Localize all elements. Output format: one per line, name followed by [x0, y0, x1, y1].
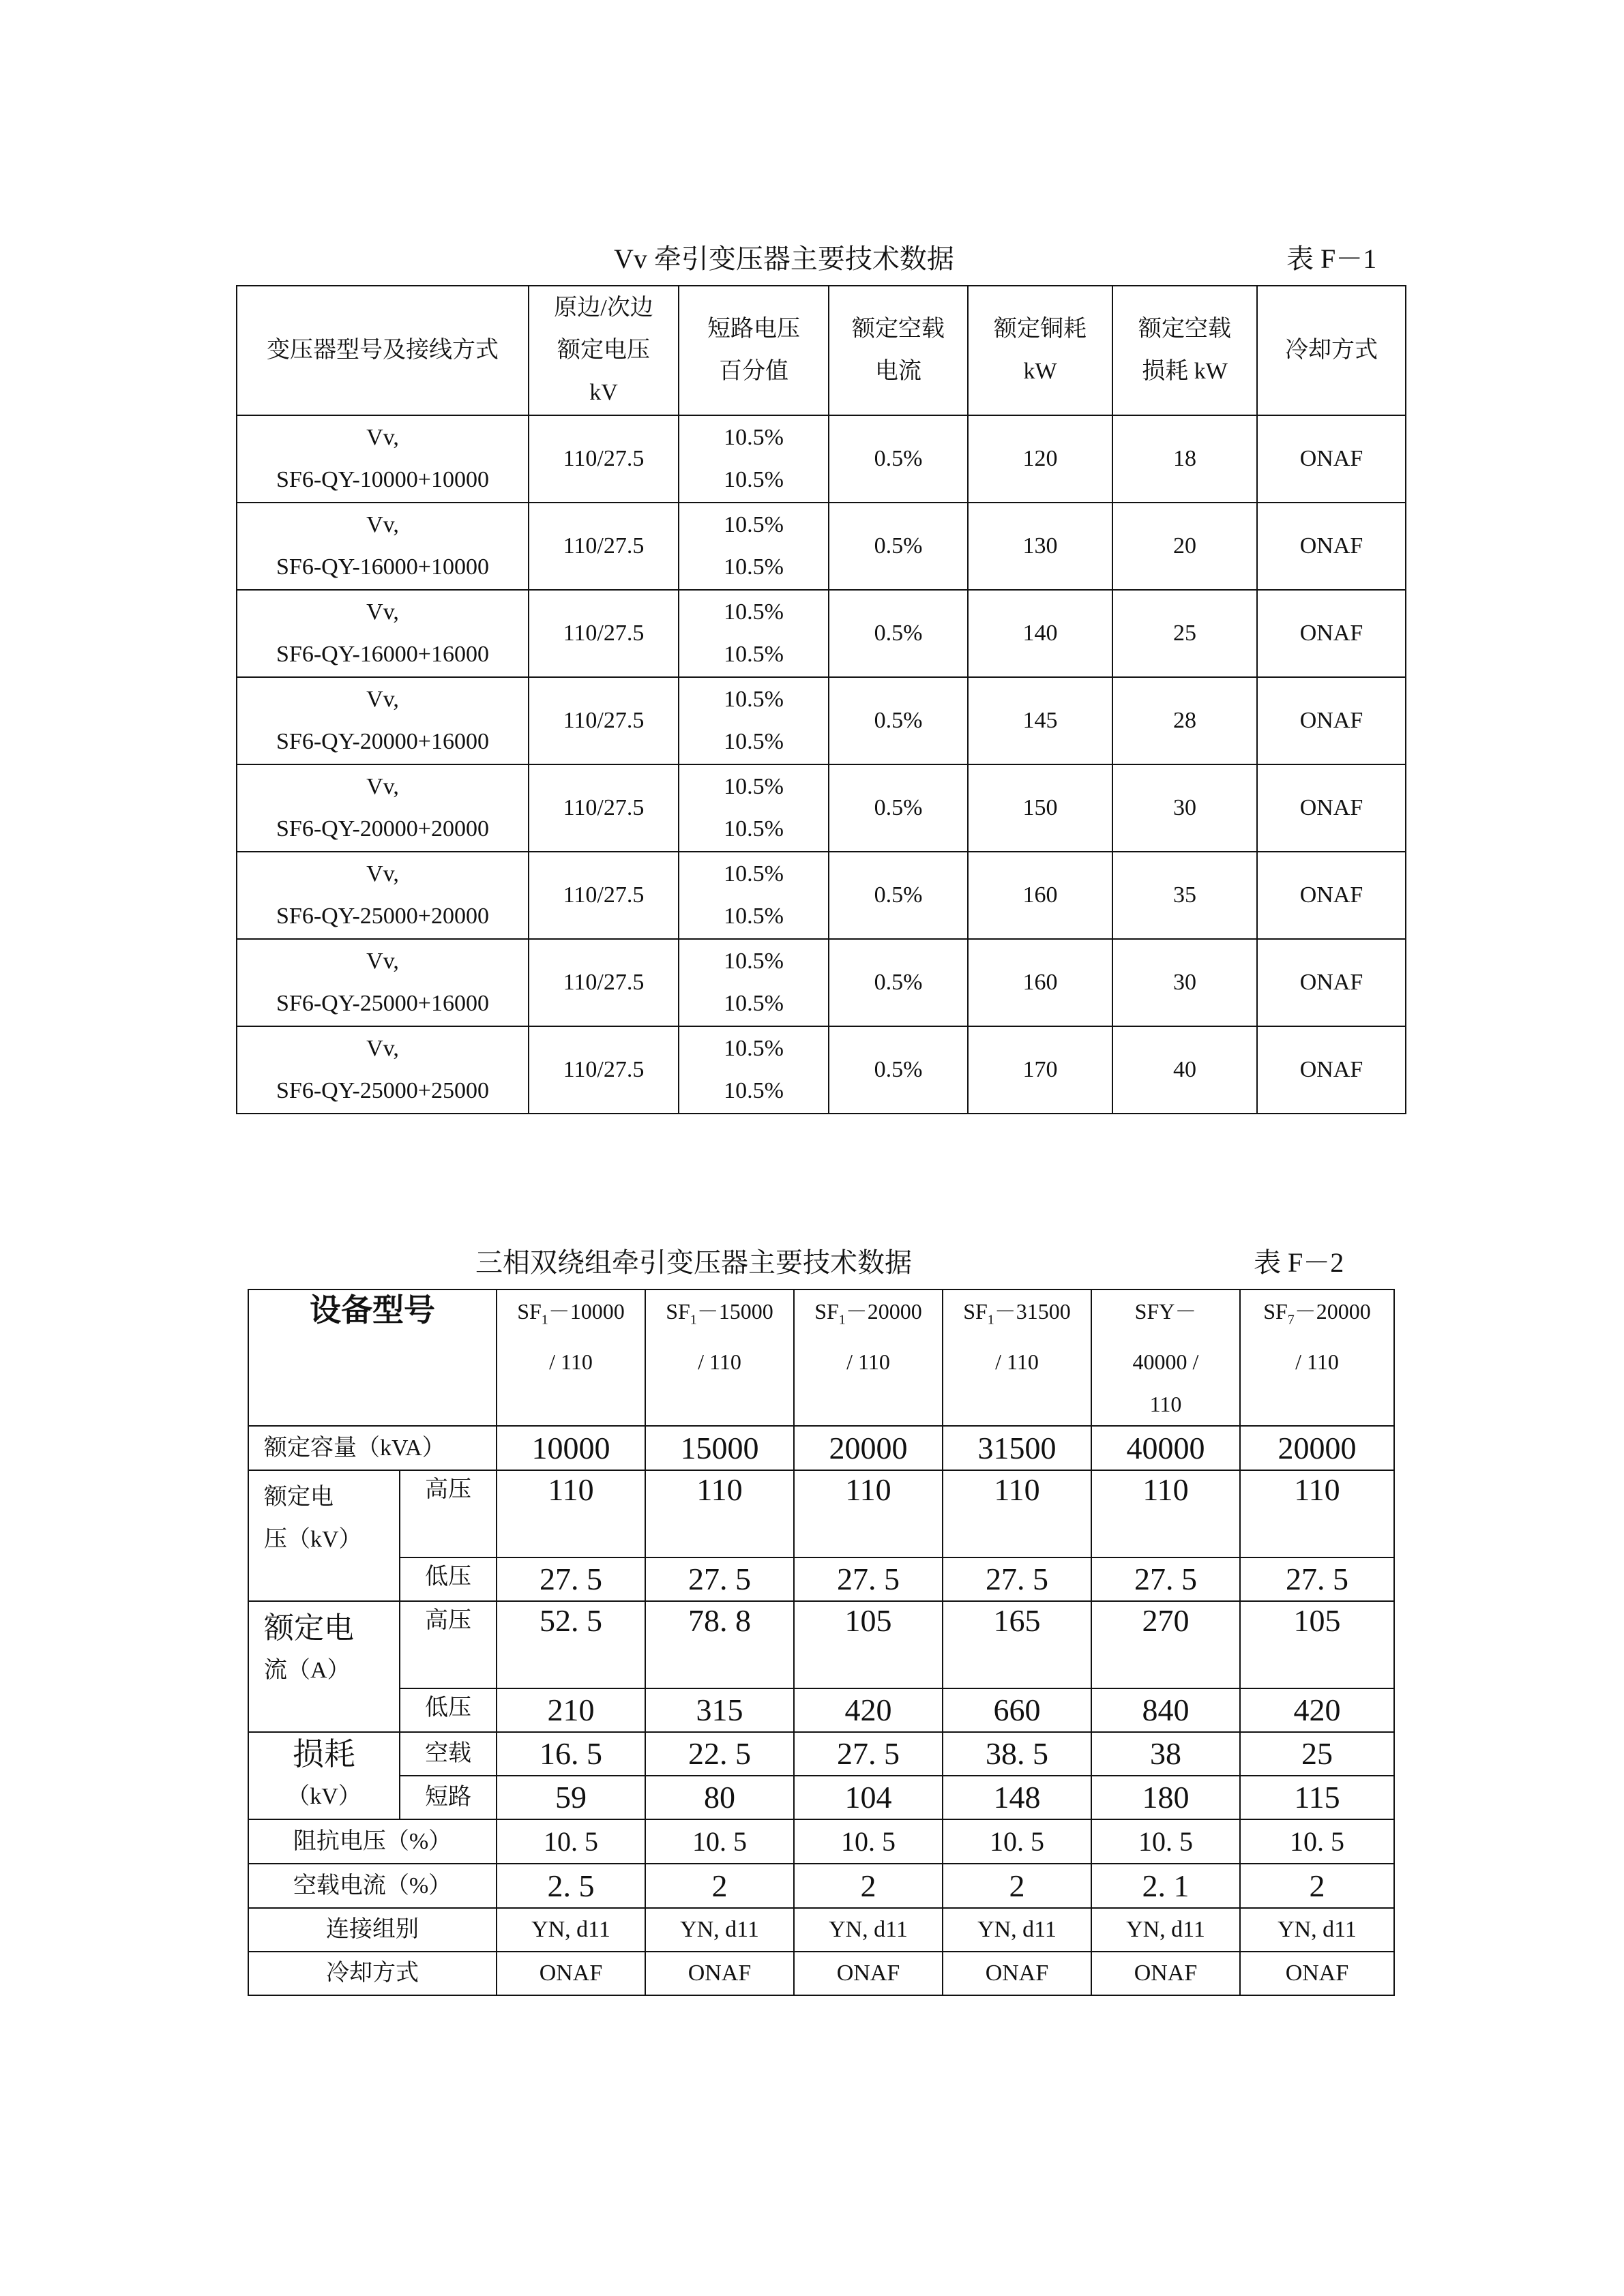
cooling-cell: ONAF: [1257, 503, 1406, 590]
cooling-cell: ONAF: [794, 1952, 943, 1995]
impedance-cell: 10. 5: [794, 1819, 943, 1864]
table1-header-cell: [968, 286, 1112, 415]
current-label-line: 流（A）: [264, 1658, 351, 1684]
model-text: SF6-QY-25000+20000: [276, 904, 489, 929]
impedance-cell: 10. 5: [645, 1819, 794, 1864]
voltage-label: [248, 1470, 400, 1601]
model-header-cell: [943, 1289, 1091, 1426]
loss-short-cell: 115: [1240, 1776, 1394, 1819]
table-row: [237, 852, 1406, 939]
model-line2: / 110: [549, 1350, 593, 1375]
current-low-cell: 420: [794, 1688, 943, 1732]
model-cell: [237, 852, 529, 939]
noload-loss-cell: 20: [1112, 503, 1257, 590]
header-text: 额定电压: [557, 338, 650, 363]
loss-short-cell: 104: [794, 1776, 943, 1819]
voltage-cell: 110/27.5: [529, 677, 679, 764]
model-cell: [237, 764, 529, 852]
model-name: [1241, 1290, 1393, 1341]
model-name: [795, 1290, 942, 1341]
model-cell: [237, 939, 529, 1026]
model-line2: / 110: [1295, 1350, 1339, 1375]
noload-current-cell: 2: [943, 1864, 1091, 1908]
current-low-row: [248, 1688, 1394, 1732]
noload-loss-cell: 30: [1112, 939, 1257, 1026]
model-line2: 40000 /: [1132, 1350, 1199, 1375]
header-text: 电流: [875, 359, 921, 384]
model-rest: －15000: [696, 1299, 773, 1324]
table-row: [237, 503, 1406, 590]
header-text: 额定空载: [852, 316, 945, 342]
current-low-cell: 210: [497, 1688, 645, 1732]
noload-current-cell: 0.5%: [829, 590, 968, 677]
current-high-cell: 165: [943, 1601, 1091, 1688]
current-low-cell: 315: [645, 1688, 794, 1732]
model-header-cell: [645, 1289, 794, 1426]
loss-noload-cell: 38. 5: [943, 1732, 1091, 1776]
cooling-cell: ONAF: [943, 1952, 1091, 1995]
model-text: SF6-QY-20000+16000: [276, 729, 489, 754]
short-circuit-cell: [679, 677, 829, 764]
voltage-low-cell: 27. 5: [1091, 1557, 1240, 1601]
model-cell: [237, 1026, 529, 1114]
short-circuit-cell: [679, 1026, 829, 1114]
model-rest: －31500: [994, 1299, 1071, 1324]
short-circuit-cell: [679, 415, 829, 503]
noload-current-cell: 2: [794, 1864, 943, 1908]
noload-current-cell: 0.5%: [829, 503, 968, 590]
loss-label-line: 损耗: [293, 1737, 355, 1772]
noload-current-cell: 2. 5: [497, 1864, 645, 1908]
voltage-high-cell: 110: [497, 1470, 645, 1557]
voltage-high-cell: 110: [943, 1470, 1091, 1557]
noload-current-cell: 2: [645, 1864, 794, 1908]
connection-text: Vv,: [366, 599, 399, 625]
model-subscript: 1: [690, 1312, 697, 1328]
current-low-cell: 420: [1240, 1688, 1394, 1732]
model-text: SF6-QY-16000+16000: [276, 642, 489, 667]
connection-text: Vv,: [366, 1036, 399, 1061]
short-circuit-text: 10.5%: [724, 816, 784, 841]
connection-cell: YN, d11: [794, 1908, 943, 1952]
header-text: 变压器型号及接线方式: [267, 338, 499, 363]
model-header-cell: [497, 1289, 645, 1426]
model-subscript: 1: [541, 1312, 548, 1328]
capacity-cell: 20000: [794, 1426, 943, 1470]
impedance-cell: 10. 5: [1091, 1819, 1240, 1864]
noload-current-cell: 0.5%: [829, 677, 968, 764]
header-text: 额定空载: [1138, 316, 1231, 342]
model-header-cell: [1240, 1289, 1394, 1426]
cooling-cell: ONAF: [645, 1952, 794, 1995]
connection-row: [248, 1908, 1394, 1952]
noload-current-cell: 2. 1: [1091, 1864, 1240, 1908]
noload-current-cell: 0.5%: [829, 852, 968, 939]
voltage-label-line: 压（kV）: [264, 1527, 362, 1553]
model-text: SF6-QY-25000+25000: [276, 1078, 489, 1103]
copper-loss-cell: 150: [968, 764, 1112, 852]
impedance-cell: 10. 5: [1240, 1819, 1394, 1864]
voltage-cell: 110/27.5: [529, 590, 679, 677]
table1-header-cell: [237, 286, 529, 415]
voltage-low-cell: 27. 5: [497, 1557, 645, 1601]
voltage-cell: 110/27.5: [529, 503, 679, 590]
high-current-label: 高压: [400, 1601, 497, 1688]
table-row: [237, 415, 1406, 503]
header-text: kW: [1023, 359, 1057, 384]
copper-loss-cell: 160: [968, 939, 1112, 1026]
model-prefix: SF: [963, 1299, 988, 1324]
model-line2: / 110: [846, 1350, 890, 1375]
device-label: 设备型号: [248, 1289, 497, 1426]
cooling-cell: ONAF: [1257, 677, 1406, 764]
capacity-cell: 31500: [943, 1426, 1091, 1470]
voltage-high-cell: 110: [1240, 1470, 1394, 1557]
model-prefix: SF: [814, 1299, 839, 1324]
model-subscript: 1: [987, 1312, 994, 1328]
voltage-high-cell: 110: [794, 1470, 943, 1557]
connection-text: Vv,: [366, 687, 399, 712]
current-label: [248, 1601, 400, 1732]
table-row: [237, 677, 1406, 764]
noload-current-cell: 0.5%: [829, 764, 968, 852]
copper-loss-cell: 130: [968, 503, 1112, 590]
table-row: [237, 764, 1406, 852]
model-text: SF6-QY-25000+16000: [276, 991, 489, 1016]
short-loss-label: 短路: [400, 1776, 497, 1819]
model-cell: [237, 415, 529, 503]
short-circuit-text: 10.5%: [724, 949, 784, 974]
connection-cell: YN, d11: [1091, 1908, 1240, 1952]
capacity-cell: 40000: [1091, 1426, 1240, 1470]
cooling-cell: ONAF: [1240, 1952, 1394, 1995]
loss-noload-cell: 25: [1240, 1732, 1394, 1776]
short-circuit-text: 10.5%: [724, 774, 784, 799]
current-high-cell: 78. 8: [645, 1601, 794, 1688]
capacity-cell: 20000: [1240, 1426, 1394, 1470]
copper-loss-cell: 140: [968, 590, 1112, 677]
cooling-cell: ONAF: [1257, 764, 1406, 852]
short-circuit-cell: [679, 590, 829, 677]
connection-cell: YN, d11: [497, 1908, 645, 1952]
connection-text: Vv,: [366, 425, 399, 450]
loss-short-cell: 59: [497, 1776, 645, 1819]
noload-current-label: 空载电流（%）: [248, 1864, 497, 1908]
connection-cell: YN, d11: [645, 1908, 794, 1952]
short-circuit-cell: [679, 939, 829, 1026]
impedance-label: 阻抗电压（%）: [248, 1819, 497, 1864]
model-text: SF6-QY-20000+20000: [276, 816, 489, 841]
noload-loss-cell: 40: [1112, 1026, 1257, 1114]
capacity-label: 额定容量（kVA）: [248, 1426, 497, 1470]
model-cell: [237, 590, 529, 677]
current-high-cell: 270: [1091, 1601, 1240, 1688]
connection-cell: YN, d11: [943, 1908, 1091, 1952]
loss-noload-cell: 27. 5: [794, 1732, 943, 1776]
model-line2: / 110: [698, 1350, 741, 1375]
short-circuit-cell: [679, 852, 829, 939]
cooling-cell: ONAF: [497, 1952, 645, 1995]
model-name: [1092, 1290, 1239, 1341]
table1-title: Vv 牵引变压器主要技术数据: [614, 243, 954, 274]
model-prefix: SF: [517, 1299, 542, 1324]
impedance-cell: 10. 5: [943, 1819, 1091, 1864]
short-circuit-cell: [679, 503, 829, 590]
short-circuit-text: 10.5%: [724, 642, 784, 667]
voltage-low-cell: 27. 5: [943, 1557, 1091, 1601]
table2-number: 表 F－2: [1254, 1247, 1344, 1278]
model-prefix: SF: [1263, 1299, 1288, 1324]
noload-current-cell: 0.5%: [829, 415, 968, 503]
header-text: 百分值: [719, 359, 788, 384]
cooling-cell: ONAF: [1257, 1026, 1406, 1114]
connection-text: Vv,: [366, 774, 399, 799]
header-text: 冷却方式: [1285, 338, 1378, 363]
noload-current-cell: 0.5%: [829, 1026, 968, 1114]
connection-text: Vv,: [366, 861, 399, 886]
loss-short-cell: 148: [943, 1776, 1091, 1819]
short-circuit-cell: [679, 764, 829, 852]
model-text: SF6-QY-16000+10000: [276, 554, 489, 580]
copper-loss-cell: 145: [968, 677, 1112, 764]
model-header-cell: [1091, 1289, 1240, 1426]
short-circuit-text: 10.5%: [724, 554, 784, 580]
loss-noload-row: [248, 1732, 1394, 1776]
model-rest: －20000: [1294, 1299, 1371, 1324]
impedance-row: [248, 1819, 1394, 1864]
table1-header-cell: [1112, 286, 1257, 415]
short-circuit-text: 10.5%: [724, 687, 784, 712]
model-prefix: SFY－: [1134, 1299, 1197, 1324]
short-circuit-text: 10.5%: [724, 1078, 784, 1103]
voltage-cell: 110/27.5: [529, 939, 679, 1026]
current-high-row: [248, 1601, 1394, 1688]
model-name: [943, 1290, 1091, 1341]
table1-number: 表 F－1: [1286, 243, 1377, 274]
model-subscript: 1: [838, 1312, 846, 1328]
short-circuit-text: 10.5%: [724, 1036, 784, 1061]
cooling-cell: ONAF: [1091, 1952, 1240, 1995]
voltage-cell: 110/27.5: [529, 852, 679, 939]
short-circuit-text: 10.5%: [724, 729, 784, 754]
table1-header-cell: [679, 286, 829, 415]
copper-loss-cell: 120: [968, 415, 1112, 503]
header-text: 原边/次边: [554, 295, 653, 320]
connection-text: Vv,: [366, 949, 399, 974]
header-text: 额定铜耗: [994, 316, 1087, 342]
voltage-cell: 110/27.5: [529, 764, 679, 852]
header-text: kV: [589, 380, 618, 405]
table-row: [237, 1026, 1406, 1114]
voltage-high-row: [248, 1470, 1394, 1557]
low-current-label: 低压: [400, 1688, 497, 1732]
voltage-high-cell: 110: [645, 1470, 794, 1557]
model-line2: / 110: [995, 1350, 1039, 1375]
short-circuit-text: 10.5%: [724, 467, 784, 492]
table1-header-row: [237, 286, 1406, 415]
copper-loss-cell: 170: [968, 1026, 1112, 1114]
noload-current-cell: 0.5%: [829, 939, 968, 1026]
noload-loss-cell: 28: [1112, 677, 1257, 764]
loss-short-cell: 80: [645, 1776, 794, 1819]
noload-loss-label: 空载: [400, 1732, 497, 1776]
table1-header-cell: [529, 286, 679, 415]
table2-title: 三相双绕组牵引变压器主要技术数据: [475, 1247, 912, 1278]
loss-label: [248, 1732, 400, 1819]
loss-label-line: （kV）: [286, 1784, 361, 1810]
noload-loss-cell: 30: [1112, 764, 1257, 852]
model-text: SF6-QY-10000+10000: [276, 467, 489, 492]
capacity-cell: 10000: [497, 1426, 645, 1470]
table1: [236, 285, 1406, 1114]
table2-header-row: [248, 1289, 1394, 1426]
short-circuit-text: 10.5%: [724, 991, 784, 1016]
high-voltage-label: 高压: [400, 1470, 497, 1557]
current-high-cell: 52. 5: [497, 1601, 645, 1688]
current-high-cell: 105: [794, 1601, 943, 1688]
model-line3: 110: [1149, 1392, 1182, 1417]
connection-label: 连接组别: [248, 1908, 497, 1952]
copper-loss-cell: 160: [968, 852, 1112, 939]
voltage-label-line: 额定电: [264, 1485, 334, 1510]
model-cell: [237, 503, 529, 590]
current-low-cell: 840: [1091, 1688, 1240, 1732]
model-name: [497, 1290, 645, 1341]
model-subscript: 7: [1287, 1312, 1295, 1328]
model-header-cell: [794, 1289, 943, 1426]
model-prefix: SF: [666, 1299, 690, 1324]
voltage-low-row: [248, 1557, 1394, 1601]
model-rest: －20000: [845, 1299, 922, 1324]
low-voltage-label: 低压: [400, 1557, 497, 1601]
short-circuit-text: 10.5%: [724, 904, 784, 929]
noload-loss-cell: 35: [1112, 852, 1257, 939]
loss-short-cell: 180: [1091, 1776, 1240, 1819]
table-row: [237, 590, 1406, 677]
current-low-cell: 660: [943, 1688, 1091, 1732]
header-text: 短路电压: [707, 316, 800, 342]
voltage-cell: 110/27.5: [529, 415, 679, 503]
loss-noload-cell: 22. 5: [645, 1732, 794, 1776]
capacity-row: [248, 1426, 1394, 1470]
current-high-cell: 105: [1240, 1601, 1394, 1688]
model-name: [646, 1290, 793, 1341]
cooling-cell: ONAF: [1257, 939, 1406, 1026]
voltage-low-cell: 27. 5: [645, 1557, 794, 1601]
loss-short-row: [248, 1776, 1394, 1819]
impedance-cell: 10. 5: [497, 1819, 645, 1864]
voltage-high-cell: 110: [1091, 1470, 1240, 1557]
header-text: 损耗 kW: [1142, 359, 1228, 384]
short-circuit-text: 10.5%: [724, 599, 784, 625]
voltage-cell: 110/27.5: [529, 1026, 679, 1114]
voltage-low-cell: 27. 5: [1240, 1557, 1394, 1601]
connection-text: Vv,: [366, 512, 399, 537]
cooling-cell: ONAF: [1257, 415, 1406, 503]
connection-cell: YN, d11: [1240, 1908, 1394, 1952]
noload-current-cell: 2: [1240, 1864, 1394, 1908]
table-row: [237, 939, 1406, 1026]
noload-current-row: [248, 1864, 1394, 1908]
noload-loss-cell: 25: [1112, 590, 1257, 677]
capacity-cell: 15000: [645, 1426, 794, 1470]
short-circuit-text: 10.5%: [724, 512, 784, 537]
voltage-low-cell: 27. 5: [794, 1557, 943, 1601]
cooling-cell: ONAF: [1257, 852, 1406, 939]
table1-header-cell: [1257, 286, 1406, 415]
cooling-cell: ONAF: [1257, 590, 1406, 677]
loss-noload-cell: 16. 5: [497, 1732, 645, 1776]
current-label-line: 额定电: [264, 1611, 354, 1645]
loss-noload-cell: 38: [1091, 1732, 1240, 1776]
model-rest: －10000: [548, 1299, 625, 1324]
short-circuit-text: 10.5%: [724, 861, 784, 886]
cooling-row: [248, 1952, 1394, 1995]
table1-header-cell: [829, 286, 968, 415]
noload-loss-cell: 18: [1112, 415, 1257, 503]
table2: [248, 1289, 1395, 1996]
cooling-label: 冷却方式: [248, 1952, 497, 1995]
short-circuit-text: 10.5%: [724, 425, 784, 450]
model-cell: [237, 677, 529, 764]
